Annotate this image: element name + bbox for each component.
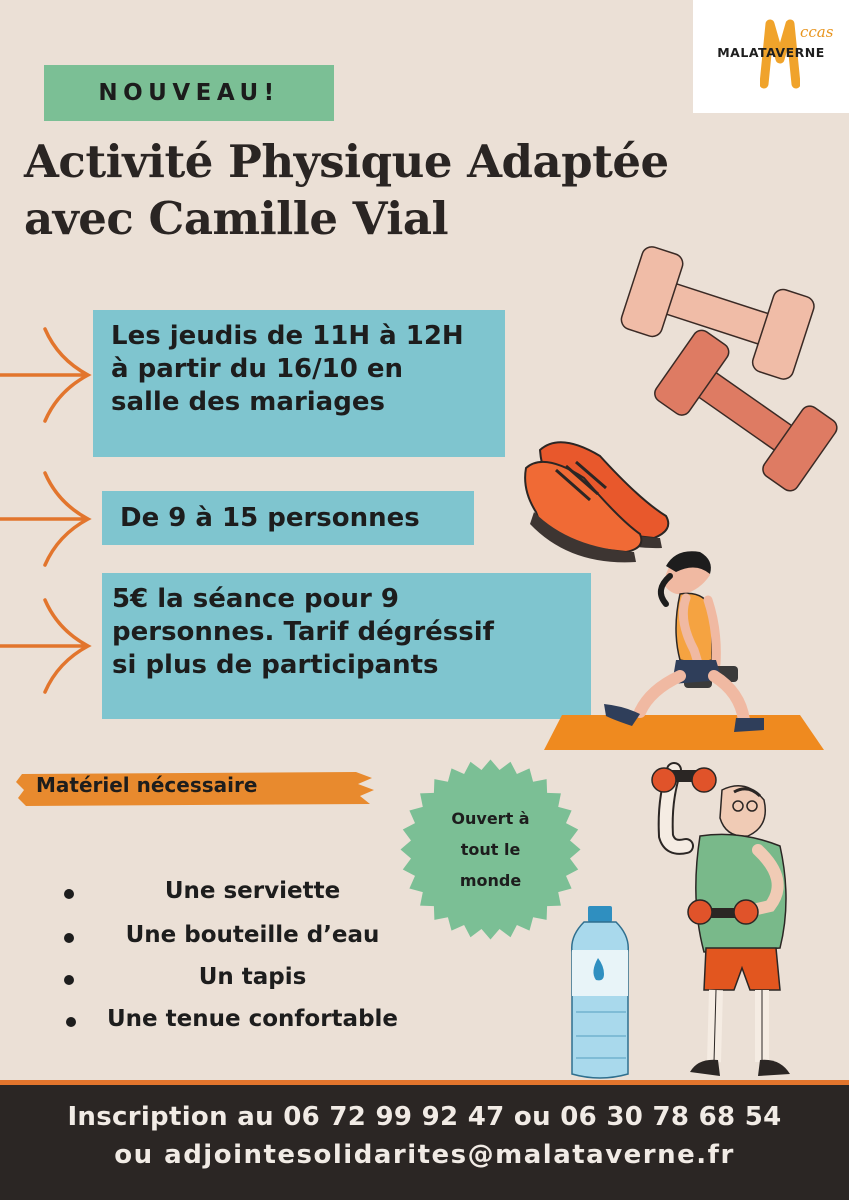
schedule-line: Les jeudis de 11H à 12H — [111, 321, 464, 351]
footer-email: ou adjointesolidarites@malataverne.fr — [114, 1140, 735, 1170]
new-badge: NOUVEAU! — [44, 65, 334, 121]
list-item-label: Une tenue confortable — [106, 1006, 399, 1032]
list-item-label: Un tapis — [198, 964, 307, 990]
group-size-text: De 9 à 15 personnes — [120, 503, 420, 533]
price-line: si plus de participants — [112, 650, 439, 680]
senior-exercising-icon — [652, 768, 790, 1076]
open-line: monde — [459, 871, 522, 890]
water-bottle-icon — [572, 906, 629, 1078]
logo-script: ccas — [800, 23, 834, 41]
list-item-label: Une serviette — [164, 878, 341, 904]
footer-phone: Inscription au 06 72 99 92 47 ou 06 30 78 68 54 — [67, 1102, 782, 1132]
price-line: 5€ la séance pour 9 — [112, 584, 399, 614]
woman-exercising-icon — [604, 551, 764, 732]
open-line: tout le — [460, 840, 521, 859]
equipment-heading: Matériel nécessaire — [36, 773, 258, 797]
dumbbell-icon — [651, 327, 840, 494]
logo-text: MALATAVERNE — [717, 45, 825, 60]
schedule-line: à partir du 16/10 en — [111, 354, 404, 384]
yoga-mat-icon — [544, 715, 824, 750]
sneakers-icon — [525, 442, 668, 562]
title-line-2: avec Camille Vial — [24, 192, 449, 245]
list-item-label: Une bouteille d’eau — [125, 922, 380, 948]
open-line: Ouvert à — [451, 809, 530, 828]
title-line-1: Activité Physique Adaptée — [24, 135, 669, 188]
price-line: personnes. Tarif dégréssif — [112, 617, 494, 647]
schedule-line: salle des mariages — [111, 387, 385, 417]
